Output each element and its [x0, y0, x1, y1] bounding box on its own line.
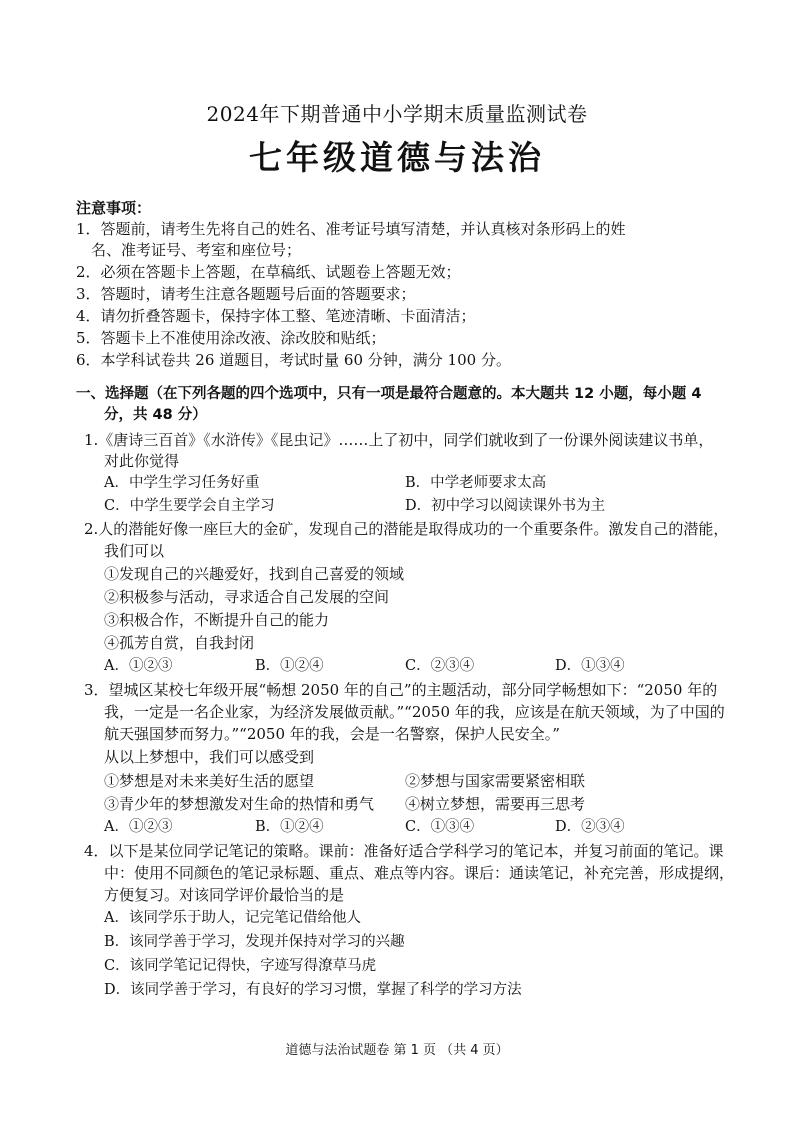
question-4-stem: 4．以下是某位同学记笔记的策略。课前：准备好适合学科学习的笔记本，并复习前面的笔记。课	[84, 842, 724, 860]
notice-item: 3．答题时，请考生注意各题题号后面的答题要求；	[76, 285, 416, 303]
question-3-statement: ④树立梦想，需要再三思考	[405, 795, 586, 813]
question-3-option-c[interactable]: C．①③④	[405, 819, 475, 835]
question-4-stem-cont: 方便复习。对该同学评价最恰当的是	[104, 886, 345, 904]
question-3-option-a[interactable]: A．①②③	[104, 819, 173, 835]
question-2-option-d[interactable]: D．①③④	[555, 658, 625, 674]
question-2-option-a[interactable]: A．①②③	[104, 658, 173, 674]
exam-title: 2024年下期普通中小学期末质量监测试卷	[206, 102, 588, 126]
question-2-stem-cont: 我们可以	[104, 542, 165, 560]
question-3-stem: 3．望城区某校七年级开展“畅想 2050 年的自己”的主题活动，部分同学畅想如下：“2050 年的	[84, 681, 718, 699]
question-3-stem-cont: 从以上梦想中，我们可以感受到	[104, 748, 315, 766]
notice-heading: 注意事项：	[76, 199, 152, 217]
question-2-option-c[interactable]: C．②③④	[405, 658, 475, 674]
question-3-stem-cont: 航天强国梦而努力。”“2050 年的我，会是一名警察，保护人民安全。”	[104, 725, 560, 743]
question-1-option-c[interactable]: C．中学生要学会自主学习	[104, 498, 275, 514]
notice-item: 5．答题卡上不准使用涂改液、涂改胶和贴纸；	[76, 329, 386, 347]
question-1-option-a[interactable]: A．中学生学习任务好重	[104, 475, 260, 491]
question-3-option-d[interactable]: D．②③④	[555, 819, 625, 835]
section-heading-cont: 分，共 48 分）	[104, 407, 207, 423]
section-heading: 一、选择题（在下列各题的四个选项中，只有一项是最符合题意的。本大题共 12 小题，每小题 4	[76, 386, 702, 402]
question-1-stem: 1.《唐诗三百首》《水浒传》《昆虫记》……上了初中，同学们就收到了一份课外阅读建议书单，	[84, 431, 714, 449]
question-2-statement: ②积极参与活动，寻求适合自己发展的空间	[104, 588, 390, 606]
notice-item: 名、准考证号、考室和座位号；	[76, 241, 302, 259]
question-2-statement: ①发现自己的兴趣爱好，找到自己喜爱的领域	[104, 565, 405, 583]
subject-title: 七年级道德与法治	[249, 138, 545, 177]
question-4-stem-cont: 中：使用不同颜色的笔记录标题、重点、难点等内容。课后：通读笔记，补充完善，形成提纲，	[104, 864, 735, 882]
question-2-stem: 2.人的潜能好像一座巨大的金矿，发现自己的潜能是取得成功的一个重要条件。激发自己的潜能，	[84, 520, 729, 538]
question-4-option-c[interactable]: C．该同学笔记记得快，字迹写得潦草马虎	[104, 958, 377, 974]
notice-item: 1．答题前，请考生先将自己的姓名、准考证号填写清楚，并认真核对条形码上的姓	[76, 220, 626, 238]
notice-item: 6．本学科试卷共 26 道题目，考试时量 60 分钟，满分 100 分。	[76, 351, 511, 369]
notice-item: 2．必须在答题卡上答题，在草稿纸、试题卷上答题无效；	[76, 263, 461, 281]
question-2-statement: ④孤芳自赏，自我封闭	[104, 634, 255, 652]
question-2-statement: ③积极合作，不断提升自己的能力	[104, 611, 330, 629]
question-1-stem-cont: 对此你觉得	[104, 452, 180, 470]
question-3-statement: ①梦想是对未来美好生活的愿望	[104, 772, 315, 790]
notice-item: 4．请勿折叠答题卡，保持字体工整、笔迹清晰、卡面清洁；	[76, 307, 476, 325]
question-1-option-d[interactable]: D．初中学习以阅读课外书为主	[405, 498, 606, 514]
question-3-stem-cont: 我，一定是一名企业家，为经济发展做贡献。”“2050 年的我，应该是在航天领域，为了中国的	[104, 703, 725, 721]
question-2-option-b[interactable]: B．①②④	[255, 658, 324, 674]
question-3-statement: ③青少年的梦想激发对生命的热情和勇气	[104, 795, 375, 813]
page-footer: 道德与法治试题卷 第 1 页 （共 4 页）	[285, 1043, 509, 1058]
question-3-option-b[interactable]: B．①②④	[255, 819, 324, 835]
question-3-statement: ②梦想与国家需要紧密相联	[405, 772, 586, 790]
question-1-option-b[interactable]: B．中学老师要求太高	[405, 475, 547, 491]
question-4-option-b[interactable]: B．该同学善于学习，发现并保持对学习的兴趣	[104, 934, 405, 950]
question-4-option-a[interactable]: A．该同学乐于助人，记完笔记借给他人	[104, 910, 361, 926]
question-4-option-d[interactable]: D．该同学善于学习，有良好的学习习惯，掌握了科学的学习方法	[104, 982, 522, 998]
